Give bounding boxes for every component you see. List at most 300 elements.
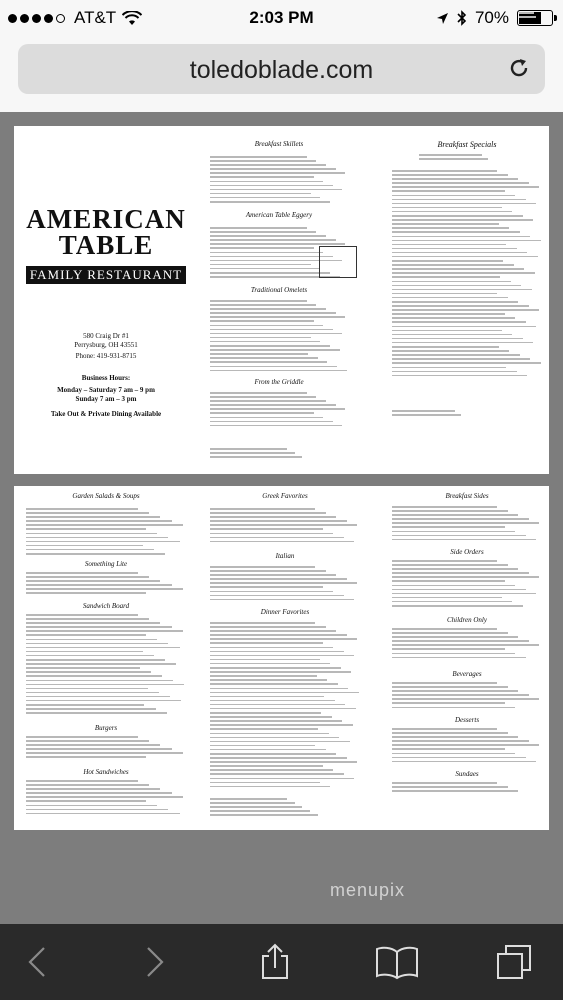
menu-items-block (210, 300, 348, 374)
section-sandwich-board: Sandwich Board (82, 602, 130, 610)
menu-items-block (210, 508, 360, 548)
menu-text-line (26, 736, 138, 738)
menu-text-line (26, 684, 184, 686)
menu-text-line (392, 539, 536, 541)
menu-text-line (392, 510, 508, 512)
menu-text-line (210, 733, 329, 735)
menu-text-line (210, 786, 330, 788)
menu-text-line (392, 782, 497, 784)
share-icon[interactable] (255, 942, 295, 982)
menu-items-block (210, 392, 348, 432)
menu-text-line (210, 528, 323, 530)
menu-text-line (419, 158, 488, 160)
menu-text-line (392, 605, 523, 607)
bluetooth-icon (457, 10, 467, 26)
menu-text-line (210, 671, 351, 673)
section-breakfast-sides: Breakfast Sides (445, 492, 489, 500)
menu-text-line (26, 692, 159, 694)
menu-text-line (210, 201, 330, 203)
menu-text-line (26, 809, 168, 811)
location-arrow-icon (436, 12, 449, 25)
menu-text-line (392, 252, 527, 254)
menu-text-line (392, 281, 511, 283)
browser-toolbar (0, 924, 563, 1000)
menu-text-line (392, 644, 539, 646)
menu-items-block (26, 572, 186, 598)
menu-text-line (392, 682, 497, 684)
menu-text-line (210, 345, 330, 347)
menu-text-line (26, 744, 160, 746)
menu-text-line (26, 792, 172, 794)
menu-items-block (26, 614, 186, 720)
menu-text-line (210, 688, 348, 690)
menu-text-line (392, 342, 533, 344)
hours-weekdays: Monday – Saturday 7 am – 9 pm (57, 386, 155, 394)
menu-text-line (392, 309, 539, 311)
menu-text-line (210, 361, 327, 363)
menu-text-line (392, 531, 515, 533)
menu-text-line (392, 260, 503, 262)
menu-text-line (210, 757, 347, 759)
section-breakfast-specials: Breakfast Specials (437, 140, 497, 149)
menu-text-line (392, 207, 502, 209)
menu-text-line (26, 788, 160, 790)
menu-text-line (519, 12, 534, 14)
menu-text-line (210, 720, 342, 722)
menu-text-line (392, 264, 514, 266)
menu-text-line (392, 748, 505, 750)
menu-text-line (210, 181, 323, 183)
menu-text-line (392, 640, 529, 642)
menu-text-line (210, 700, 335, 702)
menu-text-line (26, 572, 138, 574)
menupix-watermark: menupix (330, 880, 406, 900)
menu-text-line (210, 197, 320, 199)
menu-footnote (210, 798, 320, 820)
menu-text-line (210, 337, 311, 339)
menu-text-line (210, 675, 317, 677)
takeout-note: Take Out & Private Dining Available (50, 410, 162, 418)
menu-text-line (210, 647, 333, 649)
menu-text-line (26, 748, 172, 750)
menu-text-line (392, 564, 508, 566)
menu-text-line (392, 601, 512, 603)
menu-text-line (392, 330, 502, 332)
menu-text-line (392, 195, 515, 197)
menu-text-line (210, 667, 341, 669)
menu-items-block (210, 566, 360, 604)
menu-text-line (392, 518, 529, 520)
menu-text-line (210, 316, 345, 318)
menu-text-line (210, 741, 350, 743)
menu-text-line (26, 663, 176, 665)
menu-text-line (210, 533, 333, 535)
restaurant-name-line-2: TABLE (58, 230, 154, 260)
menu-image-page-1[interactable] (14, 126, 549, 474)
menu-text-line (392, 276, 500, 278)
menu-text-line (392, 514, 518, 516)
menu-text-line (392, 186, 539, 188)
menu-text-line (26, 700, 181, 702)
restaurant-tagline: FAMILY RESTAURANT (26, 266, 186, 284)
menu-text-line (392, 526, 505, 528)
menu-text-line (210, 634, 347, 636)
menu-text-line (392, 350, 509, 352)
menu-text-line (210, 630, 336, 632)
menu-text-line (26, 626, 172, 628)
menu-text-line (26, 647, 180, 649)
menu-text-line (210, 663, 330, 665)
restaurant-name (26, 206, 186, 258)
menu-text-line (210, 189, 342, 191)
menu-text-line (392, 694, 529, 696)
menu-text-line (26, 588, 183, 590)
menu-text-line (210, 408, 345, 410)
address-bar[interactable] (18, 44, 545, 94)
section-dinner-favorites: Dinner Favorites (260, 608, 310, 616)
menu-text-line (210, 252, 323, 254)
section-greek-favorites: Greek Favorites (262, 492, 308, 500)
menu-text-line (392, 753, 515, 755)
menu-text-line (392, 367, 506, 369)
menu-text-line (210, 599, 354, 601)
menu-text-line (210, 578, 347, 580)
menu-text-line (392, 572, 529, 574)
menu-text-line (392, 707, 515, 709)
menu-items-block (26, 508, 186, 558)
menu-text-line (210, 172, 345, 174)
menu-text-line (210, 761, 357, 763)
menu-text-line (210, 566, 315, 568)
menu-text-line (26, 584, 172, 586)
menu-text-line (392, 593, 536, 595)
menu-text-line (210, 366, 337, 368)
menu-text-line (210, 626, 326, 628)
reload-icon[interactable] (507, 56, 531, 80)
battery-percent: 70% (474, 8, 509, 27)
menu-text-line (210, 595, 344, 597)
menu-text-line (210, 308, 326, 310)
section-omelets: Traditional Omelets (250, 286, 308, 294)
menu-text-line (210, 412, 314, 414)
menu-text-line (26, 752, 183, 754)
menu-text-line (210, 268, 320, 270)
menu-text-line (26, 651, 143, 653)
menu-text-line (26, 592, 146, 594)
menu-text-line (210, 773, 344, 775)
menu-text-line (392, 761, 536, 763)
menu-text-line (392, 535, 526, 537)
menu-text-line (210, 692, 359, 694)
menu-text-line (26, 533, 157, 535)
menu-text-line (392, 744, 539, 746)
menu-text-line (26, 618, 149, 620)
special-box (319, 246, 357, 278)
menu-text-line (210, 264, 311, 266)
menu-items-block (392, 728, 542, 766)
menu-text-line (392, 632, 508, 634)
menu-text-line (392, 362, 541, 364)
carrier-name: AT&T (74, 8, 117, 27)
menu-text-line (392, 580, 505, 582)
menu-text-line (392, 174, 508, 176)
menu-text-line (392, 636, 518, 638)
menu-text-line (210, 524, 357, 526)
menu-text-line (392, 790, 518, 792)
menu-text-line (392, 305, 529, 307)
menu-text-line (392, 736, 518, 738)
menu-items-block (26, 736, 186, 762)
menu-text-line (26, 643, 168, 645)
menu-text-line (26, 680, 173, 682)
menu-text-line (26, 740, 149, 742)
menu-text-line (26, 688, 148, 690)
section-side-orders: Side Orders (450, 548, 484, 556)
menu-text-line (210, 512, 326, 514)
menu-text-line (26, 639, 157, 641)
menu-text-line (210, 357, 318, 359)
menu-text-line (210, 247, 314, 249)
menu-text-line (210, 320, 314, 322)
menu-text-line (210, 168, 336, 170)
menu-text-line (392, 231, 520, 233)
menu-text-line (26, 712, 167, 714)
menu-text-line (392, 293, 497, 295)
menu-text-line (392, 272, 535, 274)
menu-text-line (26, 516, 160, 518)
status-right (436, 8, 553, 28)
menu-text-line (392, 686, 508, 688)
menu-text-line (26, 780, 138, 782)
menu-text-line (210, 716, 332, 718)
menu-text-line (210, 696, 324, 698)
web-page-content[interactable] (0, 112, 563, 924)
menu-text-line (210, 185, 333, 187)
menu-text-line (392, 321, 526, 323)
specials-footnote (392, 410, 482, 420)
specials-hours (419, 154, 509, 164)
back-icon[interactable] (18, 942, 58, 982)
status-bar (0, 0, 563, 36)
menu-text-line (392, 522, 539, 524)
menu-text-line (210, 349, 340, 351)
menu-text-line (392, 211, 512, 213)
menu-items-block (392, 506, 542, 544)
menu-items-block (392, 782, 542, 796)
menu-text-line (26, 576, 149, 578)
menu-image-page-2[interactable] (14, 486, 549, 830)
menu-text-line (392, 227, 509, 229)
menu-text-line (210, 341, 320, 343)
menu-text-line (392, 313, 505, 315)
menu-text-line (210, 642, 323, 644)
menu-text-line (26, 805, 157, 807)
menu-text-line (392, 190, 505, 192)
menu-text-line (392, 326, 536, 328)
menu-text-line (392, 657, 526, 659)
menu-text-line (26, 622, 160, 624)
menu-text-line (210, 176, 314, 178)
menu-text-line (210, 370, 347, 372)
menu-text-line (392, 728, 497, 730)
menu-text-line (392, 178, 518, 180)
menu-text-line (392, 410, 455, 412)
menu-text-line (392, 289, 532, 291)
menu-text-line (210, 304, 316, 306)
breakfast-specials-list (392, 170, 542, 382)
address-line-1: 580 Craig Dr #1 (83, 332, 129, 340)
menu-text-line (210, 708, 356, 710)
menu-text-line (392, 182, 529, 184)
menu-text-line (210, 622, 315, 624)
menu-text-line (210, 235, 326, 237)
menu-text-line (210, 421, 333, 423)
menu-text-line (210, 769, 333, 771)
section-italian: Italian (275, 552, 295, 560)
menu-text-line (210, 806, 302, 808)
menu-text-line (26, 704, 144, 706)
section-eggery: American Table Eggery (245, 211, 313, 219)
bookmarks-icon[interactable] (374, 942, 420, 982)
hours-title: Business Hours: (81, 374, 131, 382)
menu-text-line (392, 223, 499, 225)
section-something-lite: Something Lite (84, 560, 128, 568)
menu-text-line (210, 814, 318, 816)
menu-text-line (392, 301, 518, 303)
menu-items-block (392, 628, 542, 664)
menu-text-line (26, 796, 183, 798)
menu-text-line (210, 724, 353, 726)
menu-text-line (392, 506, 497, 508)
menu-text-line (392, 219, 533, 221)
menu-text-line (392, 346, 499, 348)
menu-text-line (210, 651, 344, 653)
menu-text-line (392, 268, 524, 270)
restaurant-name-line-1: AMERICAN (26, 204, 186, 234)
menu-text-line (26, 508, 138, 510)
menu-text-line (392, 702, 505, 704)
menu-text-line (210, 704, 345, 706)
menu-text-line (26, 614, 138, 616)
menu-text-line (210, 448, 287, 450)
menu-text-line (392, 170, 497, 172)
menu-text-line (210, 239, 336, 241)
menu-text-line (210, 325, 323, 327)
menu-text-line (26, 659, 165, 661)
menu-text-line (26, 667, 140, 669)
menu-text-line (26, 634, 146, 636)
section-sundaes: Sundaes (455, 770, 479, 778)
menu-text-line (210, 404, 336, 406)
section-hot-sandwiches: Hot Sandwiches (83, 768, 129, 776)
menu-text-line (210, 745, 315, 747)
menu-text-line (392, 248, 517, 250)
menu-text-line (210, 810, 310, 812)
section-burgers: Burgers (94, 724, 118, 732)
menu-text-line (210, 541, 354, 543)
menu-text-line (392, 732, 508, 734)
business-hours (26, 374, 186, 419)
menu-text-line (392, 653, 515, 655)
address-url: toledoblade.com (189, 56, 374, 84)
menu-text-line (210, 353, 308, 355)
menu-text-line (210, 456, 302, 458)
section-griddle: From the Griddle (254, 378, 304, 386)
section-children-only: Children Only (447, 616, 487, 624)
battery-level (519, 12, 541, 24)
menu-text-line (210, 638, 357, 640)
menu-text-line (26, 756, 146, 758)
forward-icon[interactable] (134, 942, 174, 982)
menu-text-line (26, 537, 168, 539)
menu-text-line (392, 244, 506, 246)
section-desserts: Desserts (454, 716, 480, 724)
menu-text-line (210, 272, 330, 274)
menu-items-block (392, 682, 542, 712)
menu-text-line (519, 16, 536, 18)
menu-text-line (210, 425, 342, 427)
menu-text-line (210, 333, 342, 335)
battery-icon (517, 10, 553, 26)
menu-items-block (26, 780, 186, 820)
section-beverages: Beverages (452, 670, 482, 678)
menu-footnote (210, 448, 320, 462)
menu-text-line (210, 400, 326, 402)
menu-text-line (392, 236, 530, 238)
menu-text-line (210, 679, 327, 681)
menu-text-line (26, 675, 162, 677)
section-salads-soups: Garden Salads & Soups (72, 492, 140, 500)
menu-text-line (392, 740, 529, 742)
restaurant-phone: Phone: 419-931-8715 (75, 352, 137, 360)
menu-text-line (210, 452, 295, 454)
menu-text-line (210, 586, 323, 588)
menu-text-line (210, 231, 316, 233)
menu-text-line (392, 757, 526, 759)
menu-text-line (392, 628, 497, 630)
menu-text-line (392, 585, 515, 587)
menu-text-line (210, 256, 333, 258)
status-time: 2:03 PM (249, 8, 314, 27)
menu-text-line (210, 749, 326, 751)
tabs-icon[interactable] (494, 942, 534, 982)
menu-text-line (26, 671, 151, 673)
menu-text-line (210, 160, 316, 162)
address-line-2: Perrysburg, OH 43551 (74, 341, 138, 349)
menu-text-line (210, 798, 287, 800)
menu-text-line (210, 417, 323, 419)
menu-items-block (210, 156, 348, 208)
menu-text-line (392, 414, 461, 416)
menu-text-line (26, 512, 149, 514)
menu-text-line (392, 597, 502, 599)
menu-text-line (26, 553, 165, 555)
browser-header (0, 36, 563, 113)
menu-text-line (210, 737, 339, 739)
menu-text-line (210, 156, 307, 158)
menu-text-line (210, 712, 321, 714)
menu-text-line (210, 396, 316, 398)
menu-text-line (26, 520, 172, 522)
menu-text-line (210, 582, 357, 584)
menu-text-line (392, 215, 523, 217)
menu-text-line (210, 802, 295, 804)
menu-text-line (392, 648, 505, 650)
menu-text-line (392, 576, 539, 578)
menu-text-line (210, 778, 354, 780)
menu-text-line (26, 696, 170, 698)
menu-text-line (392, 560, 497, 562)
